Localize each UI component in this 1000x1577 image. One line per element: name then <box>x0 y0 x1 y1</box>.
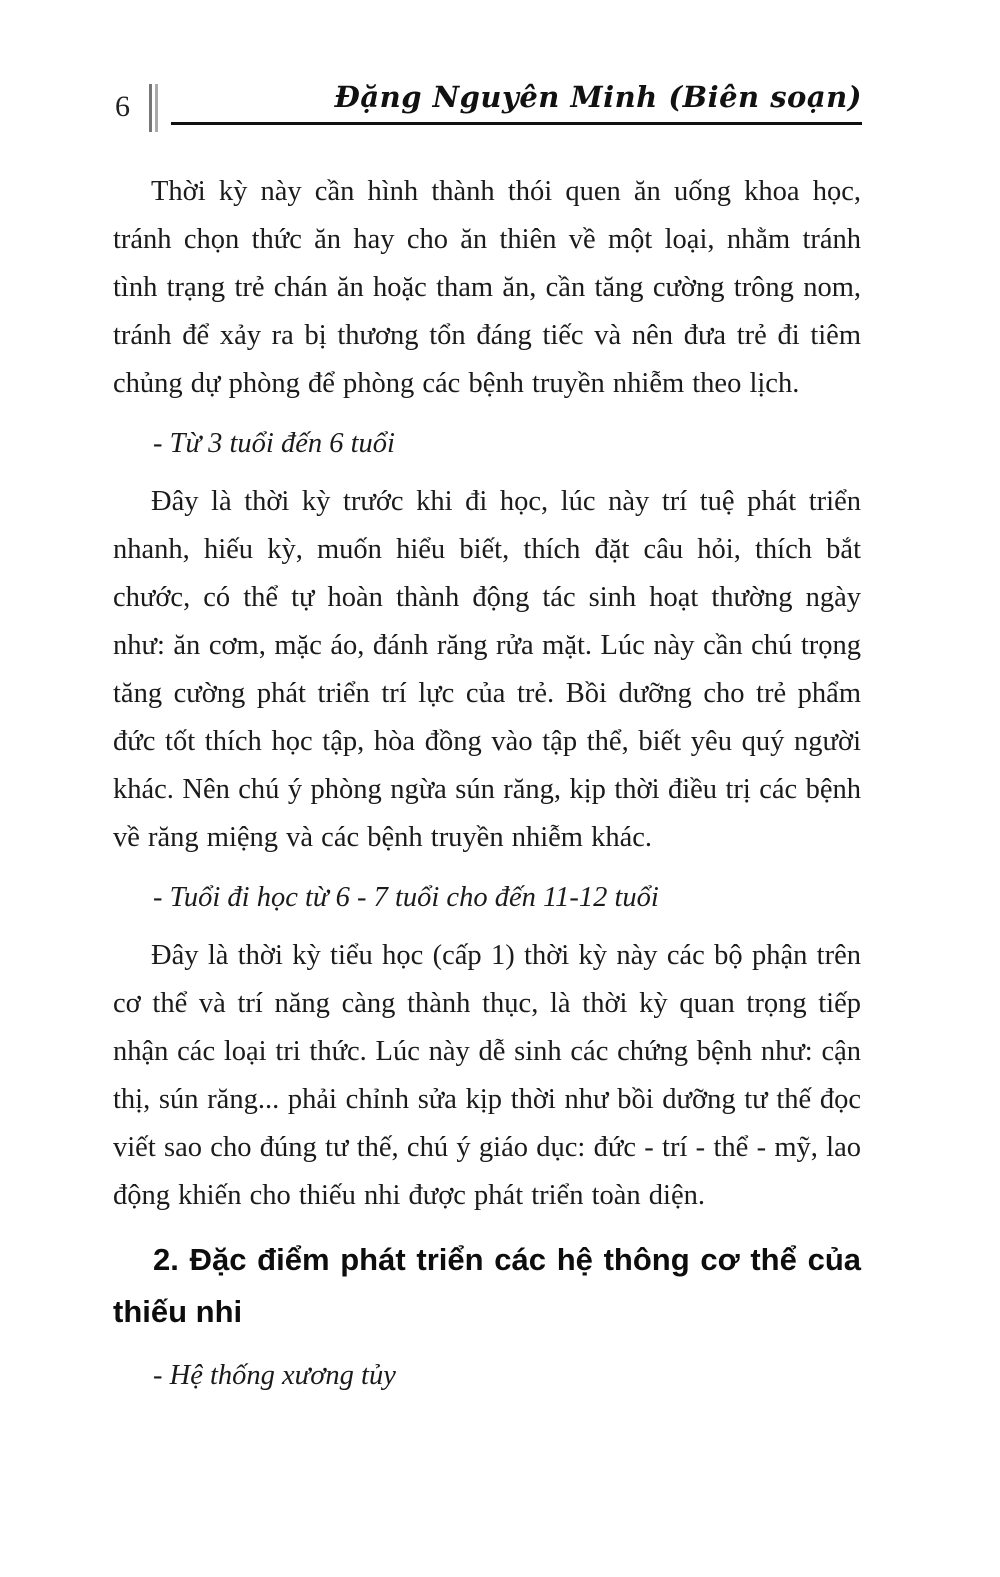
header-rule <box>171 122 862 125</box>
section-subheading: - Hệ thống xương tủy <box>153 1360 396 1391</box>
page-number: 6 <box>115 90 130 123</box>
paragraph: Đây là thời kỳ trước khi đi học, lúc này trí tuệ phát triển nhanh, hiếu kỳ, muốn hiểu biết, thích đặt câu hỏi, thích bắt chước, có thể tự hoàn thành động tác sinh hoạt thường ngày như: ăn cơm, mặc áo, đánh răng rửa mặt. Lúc này cần chú trọng tăng cường phát triển trí lực của trẻ. Bồi dưỡng cho trẻ phẩm đức tốt thích học tập, hòa đồng vào tập thể, biết yêu quý người khác. Nên chú ý phòng ngừa sún răng, kịp thời điều trị các bệnh về răng miệng và các bệnh truyền nhiễm khác. <box>113 486 861 853</box>
page-content <box>113 168 861 1410</box>
section-subheading: - Từ 3 tuổi đến 6 tuổi <box>153 428 395 459</box>
running-head-author: Đặng Nguyên Minh (Biên soạn) <box>334 80 862 114</box>
section-subheading: - Tuổi đi học từ 6 - 7 tuổi cho đến 11-12 tuổi <box>153 882 659 913</box>
paragraph: Thời kỳ này cần hình thành thói quen ăn uống khoa học, tránh chọn thức ăn hay cho ăn thiên về một loại, nhằm tránh tình trạng trẻ chán ăn hoặc tham ăn, cần tăng cường trông nom, tránh để xảy ra bị thương tổn đáng tiếc và nên đưa trẻ đi tiêm chủng dự phòng để phòng các bệnh truyền nhiễm theo lịch. <box>113 176 861 399</box>
double-bar-ornament-icon <box>149 84 159 132</box>
paragraph: Đây là thời kỳ tiểu học (cấp 1) thời kỳ này các bộ phận trên cơ thể và trí năng càng thành thục, là thời kỳ quan trọng tiếp nhận các loại tri thức. Lúc này dễ sinh các chứng bệnh như: cận thị, sún răng... phải chỉnh sửa kịp thời như bồi dưỡng tư thế đọc viết sao cho đúng tư thế, chú ý giáo dục: đức - trí - thể - mỹ, lao động khiến cho thiếu nhi được phát triển toàn diện. <box>113 940 861 1211</box>
section-heading: 2. Đặc điểm phát triển các hệ thông cơ thể của thiếu nhi <box>113 1242 861 1329</box>
page-header <box>113 78 862 138</box>
